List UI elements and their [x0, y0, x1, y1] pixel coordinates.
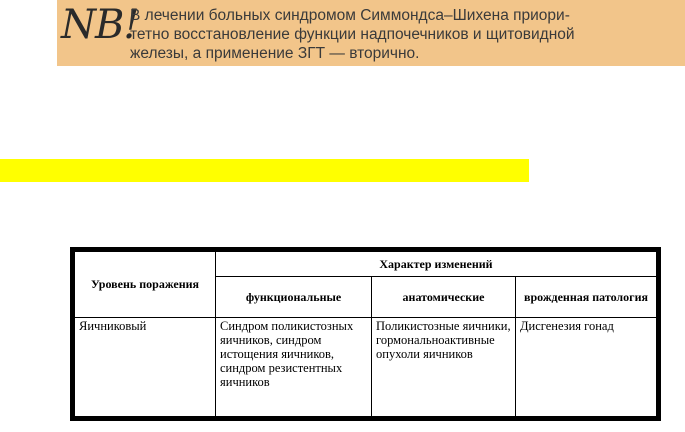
- header-anatomical: анатомические: [372, 277, 516, 318]
- header-group: Характер изменений: [216, 252, 657, 277]
- nb-mark: NB!: [61, 2, 139, 48]
- nb-note-text: [130, 6, 682, 63]
- cell-congenital: Дисгенезия гонад: [516, 318, 657, 417]
- table-frame: [70, 247, 661, 421]
- nb-note-box: [57, 0, 685, 66]
- table-row: [75, 318, 657, 417]
- cell-level: Яичниковый: [75, 318, 216, 417]
- header-functional: функциональные: [216, 277, 372, 318]
- header-level: Уровень поражения: [75, 252, 216, 318]
- cell-functional: Синдром поликистозных яичников, синдром истощения яичников, синдром резистентных яичников: [216, 318, 372, 417]
- nb-note-line: железы, а применение ЗГТ — вторично.: [130, 45, 420, 62]
- nb-note-line: В лечении больных синдромом Симмондса–Шихена приори-: [130, 7, 570, 24]
- nb-note-line: тетно восстановление функции надпочечников и щитовидной: [130, 26, 575, 43]
- lesion-table: [74, 251, 657, 417]
- yellow-highlight-bar: [0, 159, 529, 182]
- cell-anatomical: Поликистозные яичники, гормональноактивные опухоли яичников: [372, 318, 516, 417]
- header-congenital: врожденная патология: [516, 277, 657, 318]
